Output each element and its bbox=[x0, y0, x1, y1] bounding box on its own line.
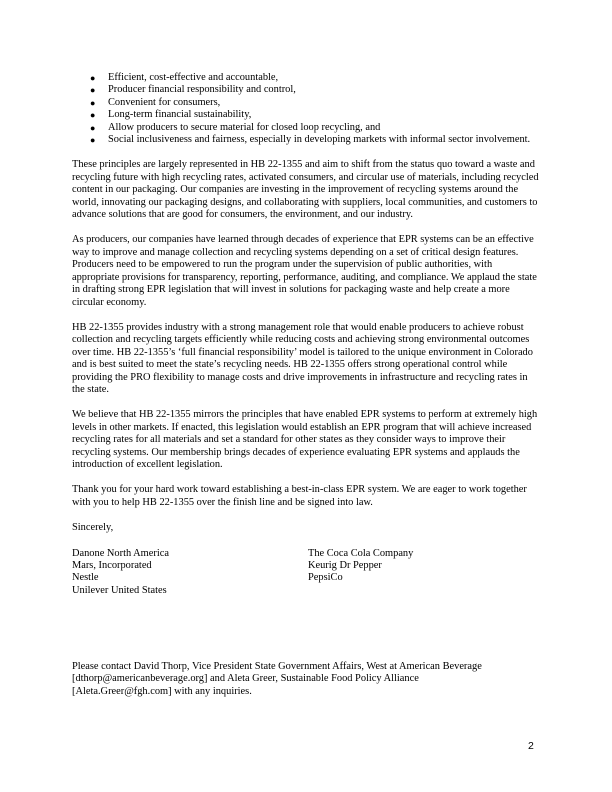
signatory: Danone North America bbox=[72, 547, 169, 559]
paragraph-thanks: Thank you for your hard work toward establishing a best-in-class EPR system. We are eager to work together with you to help HB 22-1355 over the finish line and be signed into law. bbox=[72, 484, 527, 508]
paragraph-producers: As producers, our companies have learned through decades of experience that EPR systems can be an effective way to improve and manage collection and recycling systems depending on a set of critical design features. Producers need to be empowered to run the program under the supervision of public authorities, with appropriate provisions for transparency, reporting, performance, auditing, and compliance. We applaud the state in drafting strong EPR legislation that will invest in solutions for packaging waste and help create a more circular economy. bbox=[72, 234, 537, 308]
signatory: Keurig Dr Pepper bbox=[308, 560, 382, 571]
principles-list bbox=[72, 72, 540, 146]
closing: Sincerely, bbox=[72, 522, 114, 534]
list-item: ● Convenient for consumers, bbox=[90, 96, 221, 108]
list-item: ● Allow producers to secure material for closed loop recycling, and bbox=[90, 121, 381, 133]
bullet-icon: ● bbox=[90, 122, 96, 133]
signatories-left bbox=[72, 548, 308, 598]
list-item: ● Producer financial responsibility and control, bbox=[90, 84, 296, 96]
list-item: ● Long-term financial sustainability, bbox=[90, 109, 252, 121]
bullet-icon: ● bbox=[90, 85, 96, 96]
paragraph-management-role: HB 22-1355 provides industry with a strong management role that would enable producers to achieve robust collection and recycling targets efficiently while reducing costs and achieving strong environmental outcomes over time. HB 22-1355’s ‘full financial responsibility’ model is tailored to the unique environment in Colorado and is best suited to meet the state’s recycling needs. HB 22-1355 offers strong operational control while providing the PRO flexibility to manage costs and drive improvements in infrastructure and recycling rates in the state. bbox=[72, 321, 533, 395]
signatory: PepsiCo bbox=[308, 572, 343, 584]
bullet-icon: ● bbox=[90, 110, 96, 121]
signatory: Nestle bbox=[72, 572, 99, 584]
list-item: ● Social inclusiveness and fairness, especially in developing markets with informal sector involvement. bbox=[90, 134, 531, 146]
paragraph-principles: These principles are largely represented in HB 22-1355 and aim to shift from the status quo toward a waste and recycling future with high recycling rates, activated consumers, and circular use of materials, including recycled content in our packaging. Our companies are investing in the improvement of recycling systems around the world, innovating our packaging designs, and collaborating with suppliers, local communities, and customers to advance solutions that are good for consumers, the environment, and our industry. bbox=[72, 159, 539, 221]
signatories-right bbox=[308, 548, 540, 598]
contact-line: [dthorp@americanbeverage.org] and Aleta Greer, Sustainable Food Policy Alliance bbox=[72, 673, 419, 685]
bullet-icon: ● bbox=[90, 97, 96, 108]
page-number: 2 bbox=[528, 740, 534, 752]
bullet-icon: ● bbox=[90, 135, 96, 146]
contact-line: Please contact David Thorp, Vice President State Government Affairs, West at American Beverage bbox=[72, 661, 482, 672]
signatories bbox=[72, 548, 540, 598]
letter-body bbox=[72, 72, 540, 597]
signatory: Unilever United States bbox=[72, 584, 167, 596]
list-item: ● Efficient, cost-effective and accountable, bbox=[90, 72, 279, 83]
bullet-icon: ● bbox=[90, 73, 96, 83]
paragraph-belief: We believe that HB 22-1355 mirrors the principles that have enabled EPR systems to perform at extremely high levels in other markets. If enacted, this legislation would establish an EPR program that will achieve increased recycling rates for all materials and set a standard for other states as they consider ways to improve their recycling systems. Our membership brings decades of experience evaluating EPR systems and applauds the introduction of excellent legislation. bbox=[72, 409, 538, 470]
signatory: The Coca Cola Company bbox=[308, 547, 414, 559]
contact-line: [Aleta.Greer@fgh.com] with any inquiries. bbox=[72, 685, 252, 697]
signatory: Mars, Incorporated bbox=[72, 560, 152, 571]
contact-info bbox=[72, 661, 540, 698]
